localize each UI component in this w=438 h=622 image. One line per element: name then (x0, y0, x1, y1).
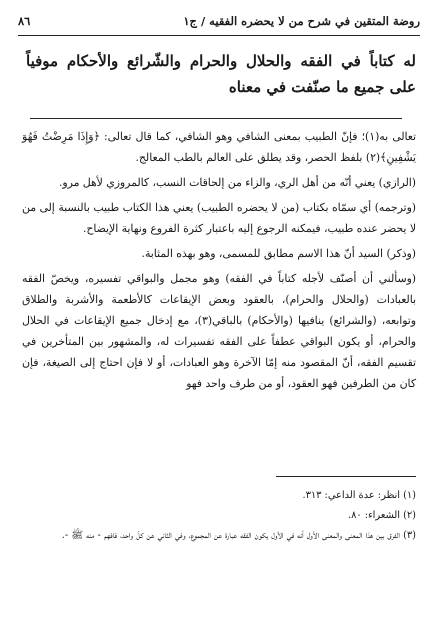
body-paragraph: تعالى به(١)؛ فإنّ الطبيب بمعنى الشافي وهو الشافي، كما قال تعالى: ﴿وَإِذَا مَرِضْتُ فَهُوَ يَشْفِينِ﴾(٢) بلفظ الحصر، وقد يطلق على العالم بالطب المعالج. (22, 130, 416, 164)
body-paragraph: (وسألني أن أصنّف لأجله كتاباً في الفقه) وهو مجمل والبواقي تفسيره، ويخصّ الفقه بالعبادات (والحلال والحرام)، بالعقود وبعض الإيقاعات كالأطعمة والأشربة والطلاق وتوابعه، (والشرائع) ينافيها (والأحكام) بالباقي(٣)، مع إدخال جميع الإيقاعات في الحلال والحرام، أو يكون البواقي عطفاً على الفقه تفسيرات له، والمشهور بين المتأخرين في تقسيم الفقه، أنّ المقصود منه إمّا الآخرة وهو العبادات، أو لا فإن احتاج إلى الصيغة، فإن كان من الطرفين فهو العقود، أو من طرف واحد فهو (22, 272, 416, 390)
running-header (18, 14, 420, 34)
footnote: (٣) الفرق بين هذا المعنى والمعنى الأول أنه في الأول يكون الفقه عبارة عن المجموع، وفي الثاني عن كلّ واحد، فافهم - منه ﷺ -. (61, 530, 416, 541)
footnote: (١) انظر: عدة الداعي: ٣١٣. (302, 490, 416, 501)
footnotes (22, 486, 416, 546)
body-paragraph: (وترجمه) أي سمّاه بكتاب (من لا يحضره الطبيب) يعني هذا الكتاب طبيب بالنسبة إلى من لا يحضر عنده طبيب، فيمكنه الرجوع إليه باعتبار كثرة الفروع ونهاية الإيضاح. (22, 201, 416, 235)
section-rule (30, 118, 402, 119)
lead-quote-text: له كتاباً في الفقه والحلال والحرام والشّرائع والأحكام موفياً على جميع ما صنّفت في معناه (26, 52, 416, 96)
running-title: روضة المتقين في شرح من لا يحضره الفقيه / ج١ (183, 14, 420, 28)
footnote-rule (276, 476, 416, 477)
footnote: (٢) الشعراء: ٨٠. (347, 510, 416, 521)
lead-quote (26, 48, 416, 100)
page-number: ٨٦ (18, 14, 31, 28)
body-paragraph: (وذكر) السيد أنّ هذا الاسم مطابق للمسمى، وهو بهذه المثابة. (141, 247, 416, 260)
commentary-body (22, 126, 416, 398)
header-rule (18, 35, 420, 36)
body-paragraph: (الرازي) يعني أنّه من أهل الري، والزاء من إلحاقات النسب، كالمروزي لأهل مرو. (58, 176, 416, 189)
